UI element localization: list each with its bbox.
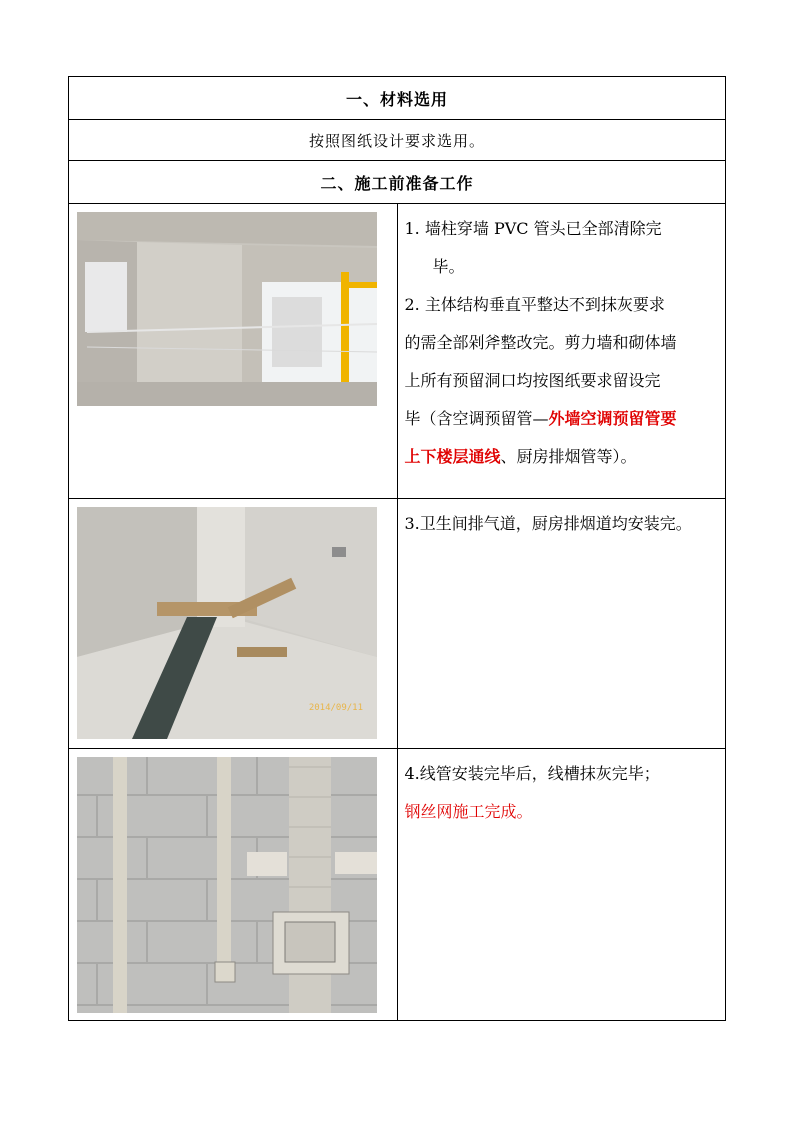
text-cell-2 <box>397 499 726 749</box>
section1-content: 按照图纸设计要求选用。 <box>69 120 726 161</box>
item2-line2: 的需全部剁斧整改完。剪力墙和砌体墙 <box>404 333 677 352</box>
item3-line1: 3.卫生间排气道，厨房排烟道均安装完。 <box>404 514 692 533</box>
item2-line5 <box>405 438 720 476</box>
item2-tail: 、厨房排烟管等）。 <box>500 447 637 466</box>
item1-line2: 毕。 <box>432 257 465 276</box>
room-wall-photo <box>77 212 377 406</box>
item4-line2: 钢丝网施工完成。 <box>404 802 533 821</box>
item2-text: 毕（含空调预留管— <box>404 409 549 428</box>
item2-line4 <box>405 400 720 438</box>
item2-highlight: 外墙空调预留管要 <box>548 409 677 428</box>
photo-cell-2 <box>69 499 398 749</box>
section1-title: 一、材料选用 <box>69 77 726 120</box>
text-cell-3 <box>397 749 726 1021</box>
text-cell-1 <box>397 204 726 499</box>
photo-date-stamp: 2014/09/11 <box>308 703 363 713</box>
construction-table <box>68 76 726 1021</box>
item2-highlight-2: 上下楼层通线 <box>404 447 501 466</box>
item2-line1: 2. 主体结构垂直平整达不到抹灰要求 <box>404 295 665 314</box>
item2-line3: 上所有预留洞口均按图纸要求留设完 <box>404 371 661 390</box>
photo-cell-3 <box>69 749 398 1021</box>
section2-title: 二、施工前准备工作 <box>69 161 726 204</box>
photo-cell-1 <box>69 204 398 499</box>
exhaust-duct-photo <box>77 507 377 739</box>
item1-line1: 1. 墙柱穿墙 PVC 管头已全部清除完 <box>404 219 662 238</box>
conduit-wall-photo <box>77 757 377 1013</box>
item4-line1: 4.线管安装完毕后，线槽抹灰完毕； <box>404 764 660 783</box>
